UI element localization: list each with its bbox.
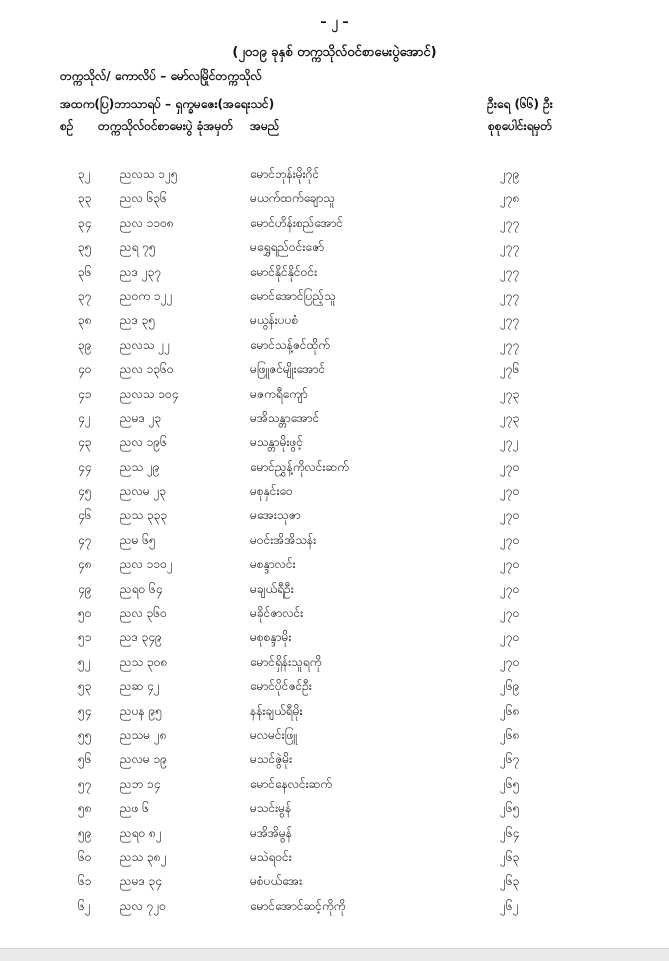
row-name: မသင်ဇွဲမိုး: [250, 752, 293, 767]
row-total-marks: ၂၇၉: [500, 167, 520, 181]
row-name: မစုနှင်းဝေ: [250, 484, 293, 499]
row-serial: ၅၄: [78, 703, 92, 718]
row-roll-number: ညရ၀ ၆၄: [120, 581, 163, 596]
row-serial: ၅၈: [78, 801, 92, 816]
row-name: မရွှေရည်ဝင်းဇော်: [250, 240, 325, 255]
table-row: [0, 335, 669, 359]
row-serial: ၄၃: [78, 435, 92, 450]
row-total-marks: ၂၇၇: [500, 215, 520, 230]
table-row: [0, 725, 669, 749]
row-name: မသန္တာမိုးဖွင့်: [250, 435, 304, 450]
row-name: မလမင်းဖြူ: [250, 727, 297, 742]
table-row: [0, 652, 669, 676]
row-name: မအိအိမွန်: [250, 825, 292, 840]
table-row: [0, 676, 669, 700]
row-total-marks: ၂၆၅: [500, 801, 520, 816]
row-total-marks: ၂၇၀: [500, 532, 520, 547]
row-roll-number: ညမ ၆၅: [120, 532, 156, 547]
row-name: မောင်ရှိန်းသူရကို: [250, 654, 322, 669]
row-roll-number: ညဘ ၁၄: [120, 776, 161, 791]
row-total-marks: ၂၆၇: [500, 752, 520, 767]
row-roll-number: ညလမ ၂၃: [120, 484, 167, 499]
row-total-marks: ၂၇၃: [500, 410, 520, 425]
row-name: မစုစန္ဒာမိုး: [250, 630, 292, 645]
subject-line: အထက(ပြ)ဘာသာရပ် – ရှက္ခမဇေး(အရေးသင်): [60, 97, 275, 111]
row-name: နန်းချယ်ရီမိုး: [250, 703, 303, 718]
row-name: မခိုင်ဇာလင်း: [250, 606, 304, 621]
row-name: မောင်ပိုင်ဇင်ဦး: [250, 679, 312, 694]
table-row: [0, 408, 669, 432]
table-row: [0, 432, 669, 456]
row-total-marks: ၂၇၀: [500, 508, 520, 523]
row-total-marks: ၂၆၄: [500, 825, 520, 840]
row-total-marks: ၂၆၉: [500, 679, 520, 694]
row-roll-number: ညလသ ၁၂၅: [120, 167, 178, 181]
row-serial: ၆၂: [78, 898, 91, 913]
header-serial: စဉ်: [60, 119, 74, 133]
page-number: – ၂ –: [320, 15, 349, 30]
row-serial: ၄၁: [78, 386, 92, 401]
row-serial: ၅၅: [78, 727, 92, 742]
row-name: မောင်အောင်ဆင့်ကိုကို: [250, 898, 346, 913]
row-serial: ၄၄: [78, 459, 92, 474]
row-serial: ၆၁: [78, 874, 92, 889]
row-roll-number: ညလ ၃၆၀: [120, 606, 167, 621]
row-name: မသင်းမွန်: [250, 801, 292, 816]
row-serial: ၄၇: [78, 532, 92, 547]
row-roll-number: ညရ၀ ၈၂: [120, 825, 162, 840]
row-roll-number: ညဆ ၄၂: [120, 679, 160, 694]
row-serial: ၃၄: [78, 215, 92, 230]
table-row: [0, 262, 669, 286]
row-roll-number: ညဝက ၁၂၂: [120, 288, 173, 303]
row-name: မဇကရီကျော်: [250, 386, 308, 401]
row-name: မသဲရဝင်း: [250, 849, 292, 864]
table-row: [0, 798, 669, 822]
row-total-marks: ၂၇၀: [500, 630, 520, 645]
row-roll-number: ညရ ၇၅: [120, 240, 156, 255]
table-row: [0, 774, 669, 798]
table-row: [0, 530, 669, 554]
row-roll-number: ညဖ ၆: [120, 801, 150, 816]
header-roll-number: တက္ကသိုလ်ဝင်စာမေးပွဲ ခုံအမှတ်: [98, 119, 234, 133]
table-row: [0, 188, 669, 212]
table-row: [0, 579, 669, 603]
row-total-marks: ၂၇၀: [500, 581, 520, 596]
table-row: [0, 164, 669, 188]
row-serial: ၃၆: [78, 264, 92, 279]
table-row: [0, 627, 669, 651]
row-serial: ၄၂: [78, 410, 91, 425]
row-total-marks: ၂၇၆: [500, 362, 520, 377]
row-total-marks: ၂၆၈: [500, 703, 520, 718]
row-name: မစံပယ်အေး: [250, 874, 303, 889]
row-total-marks: ၂၇၇: [500, 337, 520, 352]
row-name: မယက်ထက်ချောသူ: [250, 191, 335, 206]
table-row: [0, 237, 669, 261]
row-serial: ၅၁: [78, 630, 92, 645]
row-roll-number: ညဒ ၂၃၇: [120, 264, 162, 279]
table-row: [0, 896, 669, 920]
row-roll-number: ညသ ၃၀၈: [120, 654, 168, 669]
row-total-marks: ၂၇၀: [500, 459, 520, 474]
table-row: [0, 701, 669, 725]
row-roll-number: ညလသ ၁၀၄: [120, 386, 179, 401]
row-name: မယွန်းပပစံ: [250, 313, 299, 328]
header-name: အမည်: [250, 119, 280, 133]
table-row: [0, 213, 669, 237]
row-serial: ၃၅: [78, 240, 92, 255]
row-name: မောင်ညွှန့်ကိုလင်းဆက်: [250, 459, 349, 474]
row-serial: ၃၂: [78, 167, 91, 181]
row-serial: ၄၀: [78, 362, 92, 377]
total-count: ဦးရေ (၆၆) ဦး: [487, 97, 553, 111]
row-name: မအိသန္တာအောင်: [250, 410, 320, 425]
row-roll-number: ညဒ ၃၅: [120, 313, 156, 328]
row-roll-number: ညလ ၁၁၀၈: [120, 215, 174, 230]
row-roll-number: ညမဒ ၂၃: [120, 410, 162, 425]
row-serial: ၄၆: [78, 508, 92, 523]
table-row: [0, 359, 669, 383]
row-total-marks: ၂၆၃: [500, 849, 520, 864]
row-roll-number: ညလ ၇၂၀: [120, 898, 167, 913]
row-name: မောင်သန့်ဇင်ထိုက်: [250, 337, 330, 352]
row-total-marks: ၂၇၇: [500, 313, 520, 328]
university-line: တက္ကသိုလ်/ ကောလိပ် – မော်လမြိုင်တက္ကသိုလ်: [60, 69, 262, 83]
row-roll-number: ညလ ၁၉၆: [120, 435, 167, 450]
table-row: [0, 871, 669, 895]
row-roll-number: ညသ ၃၃၃: [120, 508, 168, 523]
row-serial: ၃၉: [78, 337, 92, 352]
row-serial: ၄၉: [78, 581, 92, 596]
row-total-marks: ၂၇၃: [500, 386, 520, 401]
row-total-marks: ၂၇၈: [500, 191, 520, 206]
row-roll-number: ညသမ ၂၈: [120, 727, 167, 742]
table-row: [0, 847, 669, 871]
row-roll-number: ညသ ၃၈၂: [120, 849, 167, 864]
row-serial: ၃၇: [78, 288, 92, 303]
row-roll-number: ညမဒ ၃၄: [120, 874, 163, 889]
table-row: [0, 823, 669, 847]
viewer-bottom-bar: [0, 948, 669, 961]
row-total-marks: ၂၇၇: [500, 264, 520, 279]
document-title: (၂၀၁၉ ခုနှစ် တက္ကသိုလ်ဝင်စာမေးပွဲအောင်): [232, 45, 437, 60]
table-row: [0, 457, 669, 481]
row-serial: ၅၀: [78, 606, 92, 621]
row-total-marks: ၂၇၀: [500, 654, 520, 669]
row-serial: ၄၈: [78, 557, 92, 572]
row-roll-number: ညလ ၁၃၆၀: [120, 362, 174, 377]
header-total-marks: စုစုပေါင်းရမှတ်: [487, 119, 553, 133]
row-total-marks: ၂၆၂: [500, 898, 519, 913]
row-name: မဖြူဇင်မျိုးအောင်: [250, 362, 326, 377]
row-name: မောင်အောင်ပြည့်သူ: [250, 288, 336, 303]
row-name: မဝင်းအိအိသန်း: [250, 532, 317, 547]
results-table: [0, 164, 669, 920]
row-name: မစန္ဒာလင်း: [250, 557, 296, 572]
table-row: [0, 749, 669, 773]
row-serial: ၃၃: [78, 191, 92, 206]
row-total-marks: ၂၇၇: [500, 240, 520, 255]
row-serial: ၅၉: [78, 825, 92, 840]
row-roll-number: ညလမ ၁၉: [120, 752, 168, 767]
row-total-marks: ၂၇၀: [500, 557, 520, 572]
table-row: [0, 286, 669, 310]
row-roll-number: ညသ ၂၉: [120, 459, 160, 474]
row-serial: ၄၅: [78, 484, 92, 499]
row-name: မောင်နေလင်းဆက်: [250, 776, 332, 791]
row-serial: ၃၈: [78, 313, 92, 328]
row-name: မအေးသုဇာ: [250, 508, 301, 523]
row-serial: ၅၆: [78, 752, 92, 767]
row-serial: ၅၂: [78, 654, 91, 669]
row-total-marks: ၂၆၈: [500, 727, 520, 742]
row-roll-number: ညပန ၉၅: [120, 703, 162, 718]
row-total-marks: ၂၇၀: [500, 606, 520, 621]
row-name: မောင်နိုင်နိုင်ဝင်း: [250, 264, 318, 279]
table-row: [0, 481, 669, 505]
row-serial: ၆၀: [78, 849, 92, 864]
row-total-marks: ၂၇၇: [500, 288, 520, 303]
row-total-marks: ၂၆၃: [500, 874, 520, 889]
row-name: မချယ်ရီဦး: [250, 581, 294, 596]
row-total-marks: ၂၇၀: [500, 484, 520, 499]
row-roll-number: ညလ ၁၁၀၂: [120, 557, 173, 572]
table-row: [0, 603, 669, 627]
table-row: [0, 554, 669, 578]
row-name: မောင်ဘုန်းမိုးဂိုင်: [250, 167, 320, 181]
row-roll-number: ညဒ ၃၄၉: [120, 630, 162, 645]
table-row: [0, 505, 669, 529]
row-name: မောင်ဟိန်းစည်အောင်: [250, 215, 343, 230]
table-row: [0, 384, 669, 408]
row-total-marks: ၂၆၅: [500, 776, 520, 791]
row-roll-number: ညလသ ၂၂: [120, 337, 171, 352]
row-total-marks: ၂၇၂: [500, 435, 519, 450]
row-serial: ၅၃: [78, 679, 92, 694]
table-row: [0, 310, 669, 334]
row-serial: ၅၇: [78, 776, 92, 791]
row-roll-number: ညလ ၆၃၆: [120, 191, 167, 206]
